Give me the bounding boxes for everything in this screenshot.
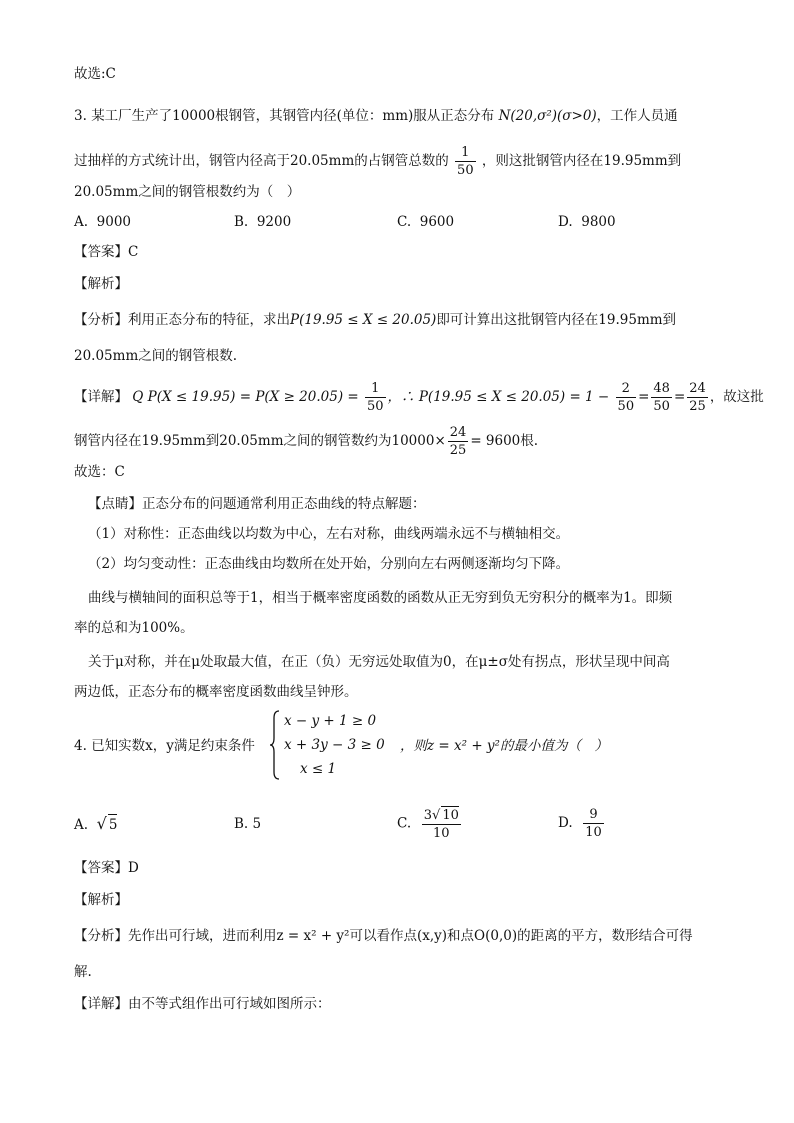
q3-answer <box>74 242 138 262</box>
q3-stem-line2 <box>74 144 681 179</box>
q4-number: 4. <box>74 738 87 754</box>
fraction <box>651 380 672 415</box>
equals-sign: = <box>638 389 650 405</box>
option-key: C. <box>397 214 412 230</box>
xiangjie-text: 钢管内径在19.95mm到20.05mm之间的钢管数约为10000× <box>74 433 446 449</box>
coefficient: 3 <box>423 808 433 823</box>
fenxi-expression: P(19.95 ≤ X ≤ 20.05) <box>290 312 437 328</box>
option-value: 9800 <box>581 214 616 230</box>
fenxi-text: 先作出可行域，进而利用z = x² + y²可以看作点(x,y)和点O(0,0)的距离的平方，数形结合可得 <box>128 928 693 944</box>
sqrt-icon: √ <box>432 808 441 823</box>
q3-choose: 故选：C <box>74 464 125 480</box>
q3-dianjing-point1: （1）对称性：正态曲线以均数为中心，左右对称，曲线两端永远不与横轴相交。 <box>88 526 570 542</box>
answer-value: D <box>128 860 139 876</box>
q3-fenxi-line1 <box>74 310 676 330</box>
q3-number: 3. <box>74 108 87 124</box>
q3-xiangjie-line1 <box>74 380 764 415</box>
xiangjie-expression: ，∴ P(19.95 ≤ X ≤ 20.05) = 1 − <box>387 389 610 405</box>
equals-sign: = <box>673 389 686 405</box>
q4-option-d <box>558 806 606 841</box>
numerator: 48 <box>653 381 670 396</box>
xiangjie-text: ，故这批 <box>709 389 764 405</box>
q4-constraint-2: x + 3y − 3 ≥ 0 <box>284 737 385 753</box>
denominator: 50 <box>617 399 635 414</box>
numerator: 1 <box>365 380 386 398</box>
denominator: 25 <box>449 443 467 458</box>
q3-dianjing-para1: 曲线与横轴间的面积总等于1，相当于概率密度函数的函数从正无穷到负无穷积分的概率为1。即频 <box>88 590 673 606</box>
option-value: 5 <box>252 816 262 832</box>
q3-options <box>74 212 734 234</box>
q3-option-b <box>234 212 291 232</box>
q4-constraint-system <box>270 710 390 780</box>
q4-fenxi-line1 <box>74 926 693 946</box>
numerator: 24 <box>449 425 467 440</box>
fraction <box>687 380 708 415</box>
q3-stem-b: ，工作人员通 <box>596 108 678 124</box>
q3-fraction-numerator: 1 <box>455 144 476 162</box>
q3-stem-c: 过抽样的方式统计出，钢管内径高于20.05mm的占钢管总数的 <box>74 153 449 169</box>
numerator <box>422 806 461 825</box>
q3-stem-line3: 20.05mm之间的钢管根数约为（ ） <box>74 184 301 200</box>
q4-stem-a: 已知实数x，y满足约束条件 <box>91 738 255 754</box>
option-key: A. <box>74 214 89 230</box>
q3-stem-d: ，则这批钢管内径在19.95mm到 <box>481 153 682 169</box>
left-brace-icon <box>270 710 280 780</box>
option-value: 9200 <box>256 214 292 230</box>
answer-label: 【答案】 <box>74 244 128 260</box>
denominator: 50 <box>367 399 384 414</box>
xiangjie-text: 由不等式组作出可行域如图所示： <box>128 996 331 1012</box>
fraction <box>448 424 469 459</box>
xiangjie-label: 【详解】 <box>74 996 128 1012</box>
q3-dianjing-para1-cont: 率的总和为100%。 <box>74 620 194 636</box>
fenxi-label: 【分析】 <box>74 312 128 328</box>
q3-distribution: N(20,σ²)(σ>0) <box>498 108 597 124</box>
numerator: 24 <box>689 381 706 396</box>
q3-option-a <box>74 212 131 232</box>
q4-fenxi-line2: 解. <box>74 964 92 980</box>
q4-stem-b: ，则z = x² + y²的最小值为（ ） <box>400 738 608 754</box>
q4-analysis-label: 【解析】 <box>74 892 128 908</box>
denominator: 25 <box>689 399 706 414</box>
radicand: 5 <box>108 814 118 835</box>
q4-xiangjie <box>74 994 331 1014</box>
option-key: D. <box>558 214 573 230</box>
fenxi-label: 【分析】 <box>74 928 128 944</box>
q4-stem-prefix <box>74 736 255 756</box>
option-key: B. <box>234 816 249 832</box>
xiangjie-label: 【详解】 <box>74 389 128 405</box>
xiangjie-text: = 9600根. <box>470 433 539 449</box>
option-key: D. <box>558 815 573 831</box>
option-value: 9600 <box>419 214 455 230</box>
fraction <box>422 806 461 842</box>
radicand: 10 <box>442 808 459 823</box>
q3-option-c <box>397 212 454 232</box>
q3-fraction-denominator: 50 <box>457 163 474 178</box>
q4-constraint-1: x − y + 1 ≥ 0 <box>284 713 377 729</box>
q3-stem-a: 某工厂生产了10000根钢管，其钢管内径(单位：mm)服从正态分布 <box>91 108 495 124</box>
q4-constraint-3: x ≤ 1 <box>300 761 337 777</box>
fenxi-text: 利用正态分布的特征，求出 <box>128 312 290 328</box>
denominator: 50 <box>653 399 670 414</box>
q4-answer <box>74 858 139 878</box>
fraction <box>616 380 637 415</box>
option-key: A. <box>74 817 89 833</box>
fraction <box>365 380 386 415</box>
fenxi-text: 即可计算出这批钢管内径在19.95mm到 <box>436 312 677 328</box>
q4-option-b <box>234 814 261 834</box>
sqrt-icon: √ <box>96 814 107 833</box>
answer-value: C <box>128 244 139 260</box>
q3-fenxi-line2: 20.05mm之间的钢管根数. <box>74 348 238 364</box>
answer-label: 【答案】 <box>74 860 128 876</box>
numerator: 2 <box>616 380 637 398</box>
fraction <box>583 806 604 841</box>
option-key: B. <box>234 214 249 230</box>
q4-options <box>74 806 734 842</box>
option-value: 9000 <box>96 214 131 230</box>
q4-option-a <box>74 814 117 835</box>
option-key: C. <box>397 815 412 832</box>
q4-option-c <box>397 806 463 842</box>
q3-xiangjie-line2 <box>74 424 538 459</box>
denominator: 10 <box>585 825 602 840</box>
q3-option-d <box>558 212 616 232</box>
q3-dianjing-intro: 【点睛】正态分布的问题通常利用正态曲线的特点解题： <box>88 496 426 512</box>
xiangjie-expression: Q P(X ≤ 19.95) = P(X ≥ 20.05) = <box>132 389 359 405</box>
q3-dianjing-para2-cont: 两边低，正态分布的概率密度函数曲线呈钟形。 <box>74 684 358 700</box>
denominator: 10 <box>433 826 450 841</box>
q3-fraction <box>455 144 476 179</box>
numerator: 9 <box>583 806 604 824</box>
q3-analysis-label: 【解析】 <box>74 276 128 292</box>
q3-stem-line1 <box>74 106 678 126</box>
q3-dianjing-para2: 关于μ对称，并在μ处取最大值，在正（负）无穷远处取值为0，在μ±σ处有拐点，形状呈现中间高 <box>88 654 670 670</box>
prev-question-choice: 故选:C <box>74 66 116 82</box>
q3-dianjing-point2: （2）均匀变动性：正态曲线由均数所在处开始，分别向左右两侧逐渐均匀下降。 <box>88 556 570 572</box>
